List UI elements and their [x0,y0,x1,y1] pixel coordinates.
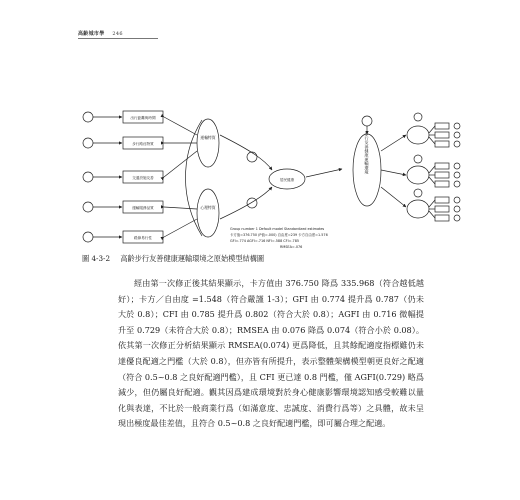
error-term [83,202,93,212]
running-header [78,30,123,37]
latent-label: 步行友善健康運輸環境 [364,132,370,174]
sem-path-diagram [80,95,465,260]
error-term [83,172,93,182]
book-title: 高齡城市學 [78,31,105,37]
indicator-label: 路線易行性 [134,236,152,240]
latent-sub [407,126,429,144]
latent-label: 運輸特質 [200,135,216,140]
indicator-label: 運輸服務品質 [132,206,154,210]
latent-sub [407,200,429,218]
diagram-canvas [80,95,465,260]
error-term [414,155,422,163]
error-term [247,198,257,208]
stats-line: 卡方值=376.750 (P值=.000) 自由度=239 卡方自由度=1.576 [230,233,328,237]
error-term [414,189,422,197]
error-term [247,152,257,162]
fit-statistics [230,227,328,249]
indicator-label: 步行路徑特質 [132,142,154,146]
error-term [83,138,93,148]
indicator-label: 出行距離與時間 [130,116,156,120]
latent-construct-transport [197,119,219,167]
latent-construct-psychology [197,189,219,237]
figure-title: 高齡步行友善健康運輸環境之原始模型結構圖 [120,254,265,263]
stats-line: RMSEA=.076 [280,245,303,249]
stats-line: GFI=.774 AGFI=.716 NFI=.588 CFI=.785 [230,239,300,243]
body-paragraph: 經由第一次修正後其結果顯示，卡方值由 376.750 降爲 335.968（符合越低越好）；卡方／自由度 =1.548（符合嚴謹 1-3）；GFI 由 0.774 提升爲 0.787（仍未大於 0.8）；CFI 由 0.785 提升爲 0.802（符合大於 0.8）；AGFI 由 0.716 微幅提升至 0.729（未符合大於 0.8）；RMSEA 由 0.076 降爲 0.074（符合小於 0.08）。依其第一次修正分析結果顯示 RMSEA(0.074) 更爲降低，且其餘配適度指標雖仍未達優良配適之門檻（大於 0.8），但亦皆有所提升，表示整體架構模型朝更良好之配適（符合 0.5~0.8 之良好配適門檻），且 CFI 更已達 0.8 門檻，僅 AGFI(0.729) 略爲減少，但仍屬良好配適。觀其因爲建成環境對於身心健康影響環境認知感受較難以量化與表達，不比於一般商業行爲（如滿意度、忠誠度、消費行爲等）之具體，故未呈現出極度最佳差值，且符合 0.5~0.8 之良好配適門檻，即可屬合理之配適。 [118,278,424,429]
page-number: 246 [112,31,123,37]
figure-number: 圖 4-3-2 [82,254,111,263]
error-term [362,116,372,126]
body-text [118,276,424,432]
figure-caption [82,254,264,264]
error-term [83,112,93,122]
stats-line: Group number 1 Default model Standardized estimates [230,227,325,231]
latent-label: 居民健康 [279,178,295,182]
indicator-label: 交通設施友善 [132,176,154,180]
header-rule [78,38,158,39]
error-term [83,232,93,242]
latent-sub [407,166,429,184]
latent-label: 心理特質 [200,205,216,210]
error-term [414,113,422,121]
